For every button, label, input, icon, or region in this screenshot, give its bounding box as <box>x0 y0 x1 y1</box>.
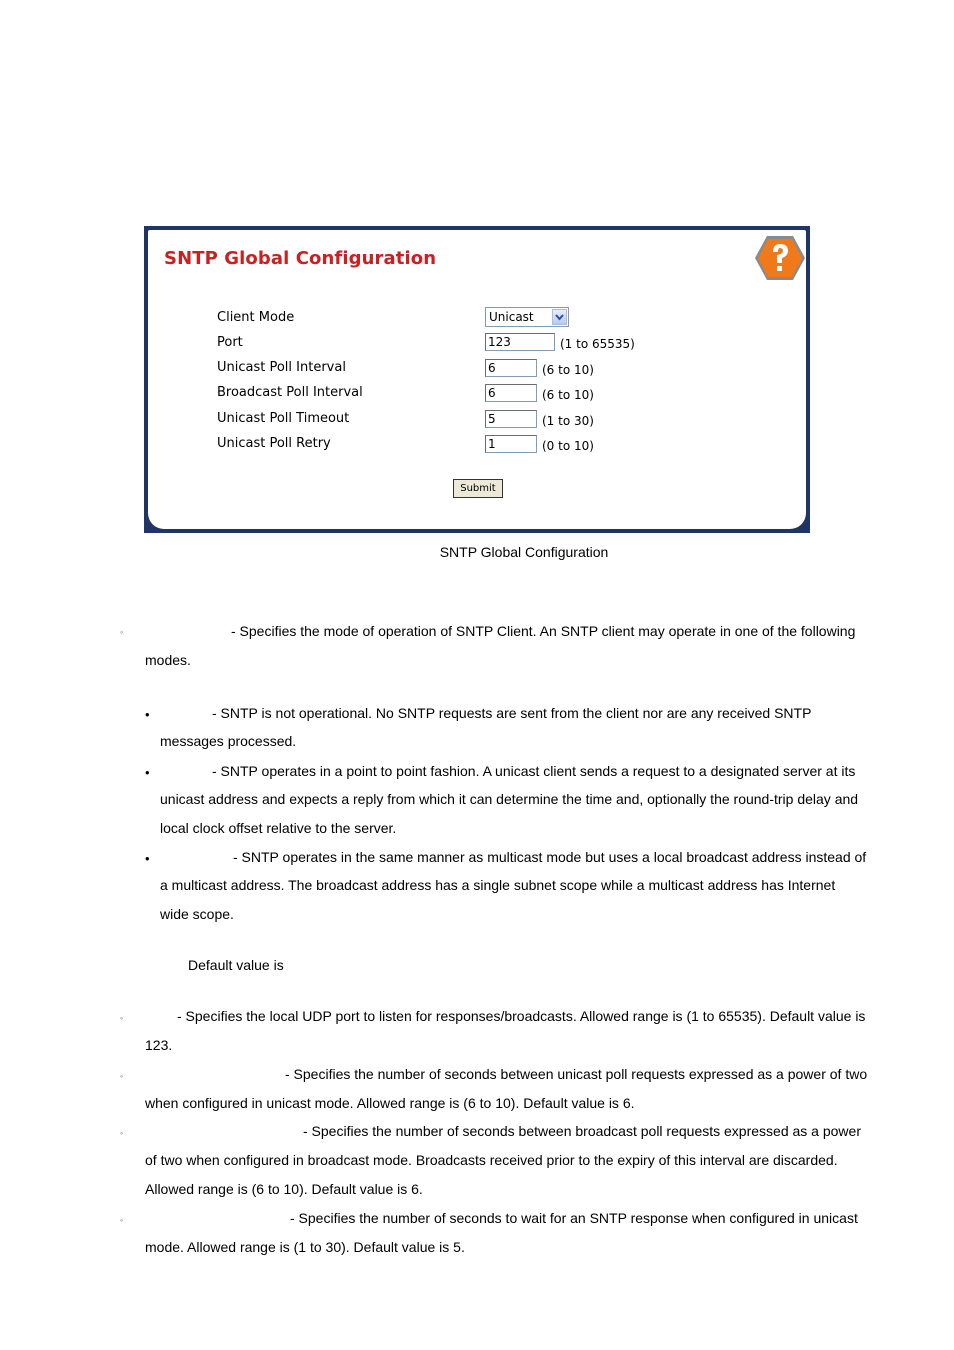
question-hexagon-icon[interactable] <box>754 234 806 282</box>
unicast-poll-retry-label: Unicast Poll Retry <box>217 436 331 451</box>
figure-caption: SNTP Global Configuration <box>439 544 609 560</box>
bullet-marker: • <box>145 707 150 722</box>
port-input[interactable] <box>485 333 555 351</box>
list-marker: ◦ <box>120 1013 124 1023</box>
port-range: (1 to 65535) <box>560 337 635 351</box>
panel-title: SNTP Global Configuration <box>164 248 437 269</box>
config-panel <box>148 230 806 529</box>
broadcast-poll-interval-input[interactable] <box>485 384 537 402</box>
broadcast-poll-interval-label: Broadcast Poll Interval <box>217 385 363 400</box>
unicast-poll-interval-description: - Specifies the number of seconds between unicast poll requests expressed as a power of two <box>285 1066 868 1082</box>
disable-mode-text-cont: messages processed. <box>160 733 297 749</box>
port-description: - Specifies the local UDP port to listen for responses/broadcasts. Allowed range is (1 to 65535). Default value is <box>177 1008 866 1024</box>
broadcast-poll-interval-description: - Specifies the number of seconds between broadcast poll requests expressed as a power <box>303 1123 861 1139</box>
broadcast-poll-interval-description-cont2: Allowed range is (6 to 10). Default value is 6. <box>145 1181 423 1197</box>
unicast-poll-timeout-description-cont: mode. Allowed range is (1 to 30). Default value is 5. <box>145 1239 465 1255</box>
broadcast-mode-text: - SNTP operates in the same manner as multicast mode but uses a local broadcast address instead of <box>233 849 867 865</box>
unicast-poll-interval-input[interactable] <box>485 359 537 377</box>
default-value-text: Default value is <box>188 957 284 973</box>
bullet-marker: • <box>145 765 150 780</box>
broadcast-poll-interval-description-cont: of two when configured in broadcast mode. Broadcasts received prior to the expiry of this interval are discarded. <box>145 1152 838 1168</box>
unicast-poll-interval-range: (6 to 10) <box>542 363 594 377</box>
unicast-mode-text-cont: unicast address and expects a reply from which it can determine the time and, optionally the round-trip delay and <box>160 791 859 807</box>
screenshot-frame <box>144 226 810 533</box>
client-mode-text: - Specifies the mode of operation of SNTP Client. An SNTP client may operate in one of the following <box>231 623 856 639</box>
unicast-mode-text-cont2: local clock offset relative to the server. <box>160 820 397 836</box>
unicast-mode-text: - SNTP operates in a point to point fashion. A unicast client sends a request to a designated server at its <box>212 763 856 779</box>
list-marker: ◦ <box>120 1071 124 1081</box>
broadcast-poll-interval-range: (6 to 10) <box>542 388 594 402</box>
submit-button[interactable]: Submit <box>453 479 503 498</box>
list-marker: ◦ <box>120 1128 124 1138</box>
broadcast-mode-text-cont2: wide scope. <box>160 906 234 922</box>
unicast-poll-timeout-input[interactable] <box>485 410 537 428</box>
port-label: Port <box>217 335 243 350</box>
unicast-poll-interval-description-cont: when configured in unicast mode. Allowed range is (6 to 10). Default value is 6. <box>145 1095 635 1111</box>
client-mode-select[interactable] <box>485 307 569 327</box>
unicast-poll-timeout-range: (1 to 30) <box>542 414 594 428</box>
client-mode-label: Client Mode <box>217 310 295 325</box>
disable-mode-text: - SNTP is not operational. No SNTP requests are sent from the client nor are any received SNTP <box>212 705 812 721</box>
list-marker: ◦ <box>120 1215 124 1225</box>
client-mode-value: Unicast <box>489 310 534 324</box>
list-marker: ◦ <box>120 627 124 637</box>
unicast-poll-interval-label: Unicast Poll Interval <box>217 360 346 375</box>
client-mode-text-cont: modes. <box>145 652 191 668</box>
unicast-poll-timeout-label: Unicast Poll Timeout <box>217 411 350 426</box>
broadcast-mode-text-cont: a multicast address. The broadcast address has a single subnet scope while a multicast address has Internet <box>160 877 836 893</box>
unicast-poll-retry-input[interactable] <box>485 435 537 453</box>
chevron-down-icon[interactable] <box>552 309 567 325</box>
unicast-poll-retry-range: (0 to 10) <box>542 439 594 453</box>
unicast-poll-timeout-description: - Specifies the number of seconds to wait for an SNTP response when configured in unicast <box>290 1210 858 1226</box>
bullet-marker: • <box>145 851 150 866</box>
port-description-cont: 123. <box>145 1037 173 1053</box>
